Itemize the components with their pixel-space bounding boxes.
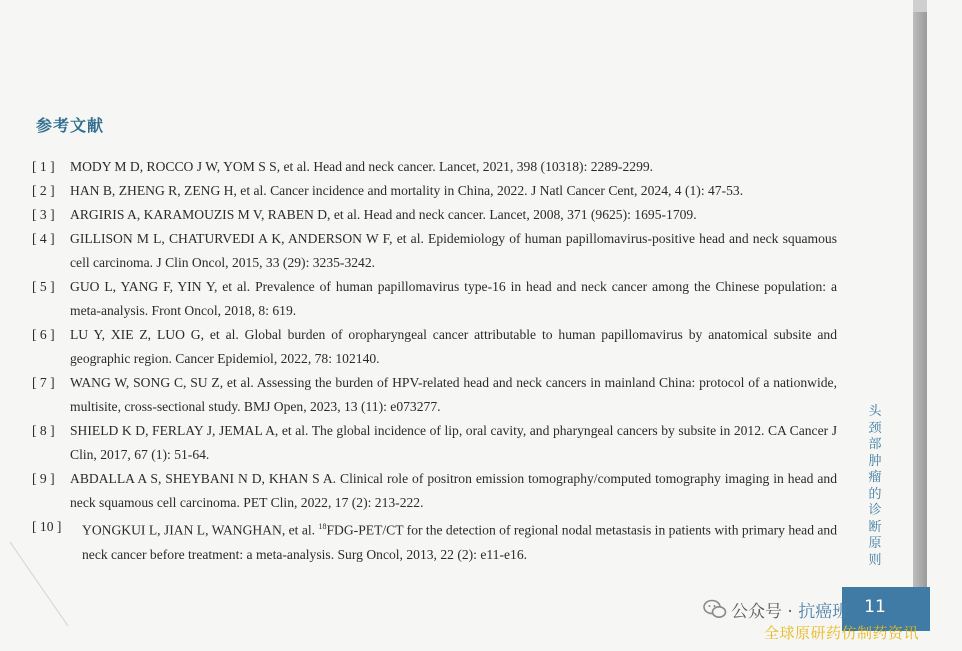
reference-item — [32, 203, 837, 227]
watermark-account — [731, 597, 849, 622]
reference-list — [32, 155, 837, 567]
reference-item — [32, 371, 837, 419]
reference-text: WANG W, SONG C, SU Z, et al. Assessing the burden of HPV-related head and neck cancers in mainland China: protocol of a nationwide, multisite, cross-sectional study. BMJ Open, 2023, 13 (11): e073277. — [70, 375, 837, 414]
reference-number: [ 9 ] — [32, 471, 55, 486]
reference-text-end: FDG-PET/CT for the detection of regional nodal metastasis in patients with primary head and neck cancer before treatment: a meta-analysis. Surg Oncol, 2013, 22 (2): e11-e16. — [82, 522, 838, 562]
reference-number: [ 7 ] — [32, 375, 55, 390]
chapter-side-title: 头颈部肿瘤的诊断原则 — [868, 404, 882, 568]
isotope-superscript: 18 — [318, 522, 327, 531]
reference-text: GILLISON M L, CHATURVEDI A K, ANDERSON W F, et al. Epidemiology of human papillomavirus-positive head and neck squamous cell carcinoma. J Clin Oncol, 2015, 33 (29): 3235-3242. — [70, 231, 837, 270]
reference-item — [32, 323, 837, 371]
reference-item — [32, 179, 837, 203]
reference-text: ARGIRIS A, KARAMOUZIS M V, RABEN D, et al. Head and neck cancer. Lancet, 2008, 371 (9625): 1695-1709. — [70, 207, 697, 222]
reference-item — [32, 227, 837, 275]
reference-text: ABDALLA A S, SHEYBANI N D, KHAN S A. Clinical role of positron emission tomography/computed tomography imaging in head and neck squamous cell carcinoma. PET Clin, 2022, 17 (2): 213-222. — [70, 471, 837, 510]
reference-number: [ 2 ] — [32, 183, 55, 198]
reference-text: LU Y, XIE Z, LUO G, et al. Global burden of oropharyngeal cancer attributable to human papillomavirus by anatomical subsite and geographic region. Cancer Epidemiol, 2022, 78: 102140. — [70, 327, 837, 366]
page-spine — [913, 12, 927, 602]
reference-item — [32, 467, 837, 515]
reference-number: [ 10 ] — [32, 519, 62, 534]
reference-number: [ 4 ] — [32, 231, 55, 246]
reference-text: SHIELD K D, FERLAY J, JEMAL A, et al. The global incidence of lip, oral cavity, and pharyngeal cancers by subsite in 2012. CA Cancer J Clin, 2017, 67 (1): 51-64. — [70, 423, 837, 462]
wechat-icon — [703, 598, 727, 620]
reference-number: [ 1 ] — [32, 159, 55, 174]
watermark-subtitle: 全球原研药仿制药资讯 — [764, 624, 920, 642]
reference-number: [ 6 ] — [32, 327, 55, 342]
reference-item — [32, 275, 837, 323]
reference-text: GUO L, YANG F, YIN Y, et al. Prevalence of human papillomavirus type-16 in head and neck cancer among the Chinese population: a meta-analysis. Front Oncol, 2018, 8: 619. — [70, 279, 837, 318]
reference-text: MODY M D, ROCCO J W, YOM S S, et al. Head and neck cancer. Lancet, 2021, 398 (10318): 2289-2299. — [70, 159, 654, 174]
watermark-label: 公众号 · — [731, 602, 799, 622]
reference-number: [ 5 ] — [32, 279, 55, 294]
reference-text-start: YONGKUI L, JIAN L, WANGHAN, et al. — [82, 522, 319, 538]
reference-item — [32, 155, 837, 179]
reference-item — [32, 419, 837, 467]
page-number: 11 — [864, 597, 886, 617]
reference-number: [ 8 ] — [32, 423, 55, 438]
reference-text: HAN B, ZHENG R, ZENG H, et al. Cancer incidence and mortality in China, 2022. J Natl Cancer Cent, 2024, 4 (1): 47-53. — [70, 183, 744, 198]
reference-number: [ 3 ] — [32, 207, 55, 222]
reference-item — [32, 515, 837, 567]
section-heading: 参考文献 — [36, 116, 105, 135]
watermark-brand: 抗癌班 — [798, 602, 850, 622]
